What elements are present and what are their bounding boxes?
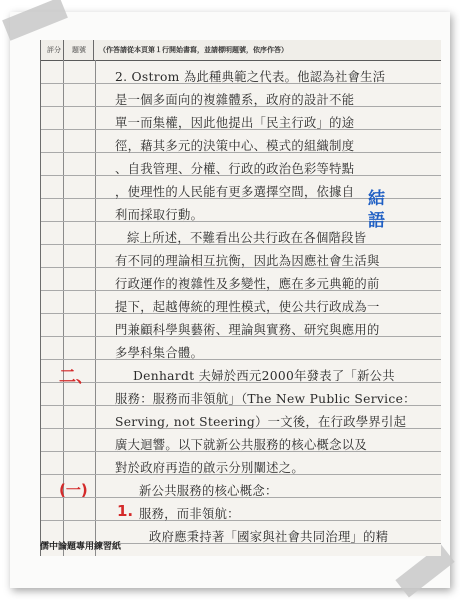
text-line: Serving, not Steering）一文後，在行政學界引起 [115,415,407,429]
text-line: 是一個多面向的複雜體系，政府的設計不能 [115,93,355,107]
text-line: 提下，起越傳統的理性模式，使公共行政成為一 [115,300,380,314]
text-line: 政府應秉持著「國家與社會共同治理」的精 [149,530,389,544]
text-line: 利而採取行動。 [115,208,204,222]
section-two-marker: 二、 [59,367,93,387]
col-topic-header: 題號 [65,40,94,60]
text-line: 服務：服務而非領航」（The New Public Service： [115,392,416,406]
answer-sheet [40,40,441,556]
conclusion-annotation: 結語 [368,189,385,231]
item-marker: 1. [117,502,134,520]
ruled-line [41,359,441,360]
tape-top-left [2,0,68,41]
text-line: 、自我管理、分權、行政的政治色彩等特點 [115,162,355,176]
text-line: 多學科集合體。 [115,346,204,360]
text-line: 對於政府再造的啟示分別闡述之。 [115,461,304,475]
text-line: 廣大迴響。以下就新公共服務的核心概念以及 [115,438,367,452]
text-line: 行政運作的複雜性及多變性，應在多元典範的前 [115,277,380,291]
text-line: 服務，而非領航： [139,507,240,521]
text-line: 單一而集權，因此他提出「民主行政」的途 [115,116,355,130]
text-line: 徑，藉其多元的決策中心、模式的組織制度 [115,139,355,153]
instructions: （作答請從本頁第１行開始書寫，並請標明題號，依序作答） [99,46,288,54]
text-line: 綜上所述，不難看出公共行政在各個階段皆 [127,231,367,245]
text-line: 有不同的理論相互抗衡，因此為因應社會生活與 [115,254,380,268]
sheet-footer: 儒中論題專用練習紙 [40,542,122,552]
topic-column-divider [95,60,96,556]
photo-frame [10,12,450,588]
subsection-marker: (一) [59,481,88,499]
text-line: ，使理性的人民能有更多選擇空間，依據自 [115,185,355,199]
text-line: 2. Ostrom 為此種典範之代表。他認為社會生活 [115,70,386,84]
text-line: Denhardt 夫婦於西元2000年發表了「新公共 [133,369,395,383]
ruled-line [41,520,441,521]
sheet-header [41,40,441,61]
text-line: 新公共服務的核心概念： [139,484,278,498]
text-line: 門兼顧科學與藝術、理論與實務、研究與應用的 [115,323,380,337]
col-score-header: 評分 [45,40,64,60]
